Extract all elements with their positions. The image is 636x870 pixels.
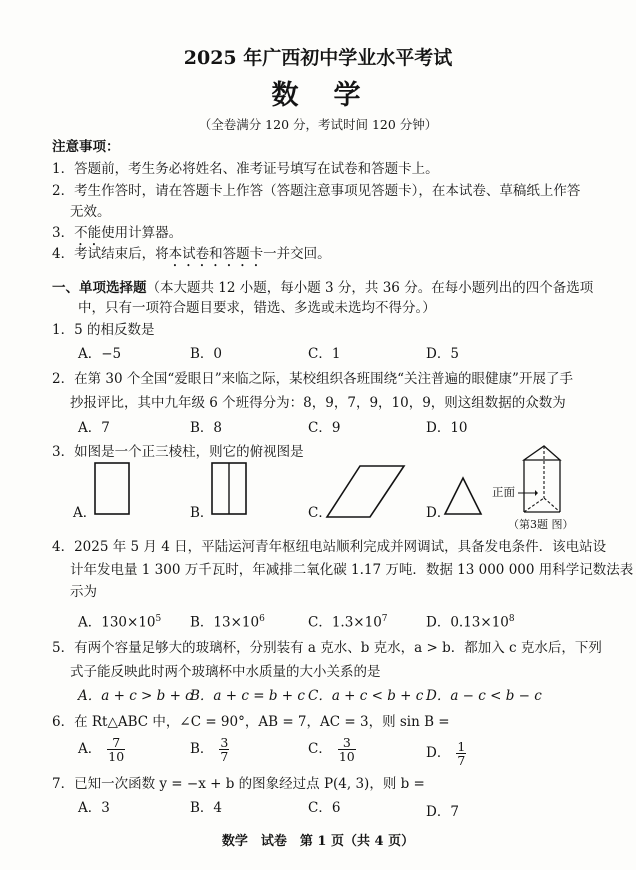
q3-option-c[interactable]: C．	[308, 505, 332, 521]
q7-option-c[interactable]: C．6	[308, 800, 341, 816]
q1-option-c[interactable]: C．1	[308, 346, 341, 362]
q6-option-c-label: C．	[308, 741, 332, 757]
q5-stem: 5．有两个容量足够大的玻璃杯，分别装有 a 克水、b 克水，a > b．都加入 c 克水后，下列	[52, 640, 602, 656]
q4-option-b-base: B．13×10	[190, 614, 260, 631]
q7-option-b[interactable]: B．4	[190, 800, 223, 816]
q5-option-b[interactable]: B．a + c = b + c	[190, 688, 305, 704]
q5-stem-cont: 式子能反映此时两个玻璃杯中水质量的大小关系的是	[70, 664, 381, 680]
q6-option-a-den: 10	[108, 749, 125, 764]
q3-option-c-figure	[326, 464, 406, 520]
exam-note: （全卷满分 120 分，考试时间 120 分钟）	[198, 117, 438, 132]
q5-option-d[interactable]: D．a − c < b − c	[426, 688, 542, 704]
notice-item-3-pre: 3．	[52, 225, 75, 241]
notice-item-4-emph: 本试卷和答题卡	[168, 246, 264, 262]
q2-option-d[interactable]: D．10	[426, 420, 468, 436]
q3-stem: 3．如图是一个正三棱柱，则它的俯视图是	[52, 444, 304, 460]
q4-option-b-exp: 6	[259, 614, 265, 624]
q7-option-a[interactable]: A．3	[78, 800, 110, 816]
q3-option-d[interactable]: D．	[426, 505, 451, 521]
notice-item-4-pre: 4．考试结束后，将	[52, 246, 169, 262]
q4-option-c[interactable]	[308, 611, 388, 631]
q6-option-d-den: 7	[457, 753, 466, 768]
q1-option-d[interactable]: D．5	[426, 346, 459, 362]
notice-item-4	[52, 246, 331, 270]
q3-front-arrow	[518, 488, 538, 498]
q6-option-d-label: D．	[426, 745, 451, 761]
q4-stem-cont-2: 示为	[70, 584, 97, 600]
q4-stem-cont-1: 计年发电量 1 300 万千瓦时，年减排二氧化碳 1.17 万吨．数据 13 000 000 用科学记数法表	[70, 562, 634, 578]
q5-option-a[interactable]: A．a + c > b + c	[78, 688, 193, 704]
notice-item-1: 1．答题前，考生务必将姓名、准考证号填写在试卷和答题卡上。	[52, 161, 439, 177]
q4-option-d-exp: 8	[508, 614, 515, 624]
q3-option-b-figure	[211, 462, 251, 516]
q2-stem-cont: 抄报评比，其中九年级 6 个班得分为：8，9，7，9，10，9，则这组数据的众数为	[70, 395, 566, 411]
q1-stem: 1．5 的相反数是	[52, 322, 155, 338]
q6-option-a[interactable]	[78, 736, 125, 763]
section1-header	[52, 280, 593, 296]
q7-stem: 7．已知一次函数 y = −x + b 的图象经过点 P(4, 3)，则 b =	[52, 776, 425, 792]
q3-option-d-figure	[443, 476, 493, 520]
notice-item-4-post: 一并交回。	[263, 246, 331, 262]
q4-option-b[interactable]	[190, 611, 265, 631]
section1-desc: （本大题共 12 小题，每小题 3 分，共 36 分。在每小题列出的四个备选项	[146, 280, 594, 296]
q3-caption: （第3题 图）	[508, 518, 574, 531]
q3-option-a[interactable]: A．	[73, 505, 97, 521]
q4-stem: 4．2025 年 5 月 4 日，平陆运河青年枢纽电站顺利完成并网调试，具备发电条件．该电站设	[52, 539, 607, 555]
q2-stem: 2．在第 30 个全国“爱眼日”来临之际，某校组织各班围绕“关注普遍的眼健康”开展了手	[52, 371, 573, 387]
q6-option-b-num: 3	[220, 735, 229, 750]
q6-option-d[interactable]	[426, 740, 466, 767]
q5-option-c[interactable]: C．a + c < b + c	[308, 688, 424, 704]
q6-option-b[interactable]	[190, 736, 229, 763]
q6-option-b-den: 7	[220, 749, 229, 764]
q4-option-d[interactable]	[426, 611, 515, 631]
q6-option-a-fraction	[107, 736, 125, 763]
exam-title: 2025 年广西初中学业水平考试	[183, 47, 453, 69]
q6-stem: 6．在 Rt△ABC 中，∠C = 90°，AB = 7，AC = 3，则 sin B =	[52, 714, 450, 730]
q2-option-b[interactable]: B．8	[190, 420, 223, 436]
q1-option-a[interactable]: A．−5	[78, 346, 122, 362]
section1-desc-cont: 中，只有一项符合题目要求，错选、多选或未选均不得分。）	[78, 300, 436, 316]
q6-option-b-label: B．	[190, 741, 214, 757]
notice-item-3-post: 使用计算器。	[101, 225, 183, 241]
section1-heading: 一、单项选择题	[52, 280, 147, 296]
q7-option-d[interactable]: D．7	[426, 804, 459, 820]
q6-option-d-num: 1	[457, 739, 466, 754]
q4-option-a[interactable]	[78, 611, 161, 631]
q4-option-a-base: A．130×10	[78, 614, 156, 631]
q6-option-c-fraction	[338, 736, 356, 763]
q2-option-a[interactable]: A．7	[78, 420, 110, 436]
q4-option-d-base: D．0.13×10	[426, 614, 509, 631]
q6-option-a-num: 7	[107, 736, 125, 750]
notice-item-3-emph: 不能	[74, 225, 102, 241]
q4-option-c-exp: 7	[381, 614, 388, 624]
q3-front-label: 正面	[492, 485, 515, 499]
q2-option-c[interactable]: C．9	[308, 420, 341, 436]
notice-item-2-cont: 无效。	[70, 204, 111, 220]
q4-option-a-exp: 5	[155, 614, 162, 624]
q3-option-b[interactable]: B．	[190, 505, 214, 521]
q6-option-a-label: A．	[78, 741, 102, 757]
q3-prism-figure	[516, 440, 596, 530]
subject-title: 数 学	[271, 80, 365, 111]
q3-option-a-figure	[94, 462, 134, 516]
notice-item-2: 2．考生作答时，请在答题卡上作答（答题注意事项见答题卡），在本试卷、草稿纸上作答	[52, 183, 581, 199]
notice-title: 注意事项：	[52, 139, 120, 155]
q6-option-d-fraction	[456, 740, 466, 767]
q4-option-c-base: C．1.3×10	[308, 614, 382, 631]
q6-option-c-num: 3	[338, 736, 356, 750]
q1-option-b[interactable]: B．0	[190, 346, 223, 362]
q6-option-c[interactable]	[308, 736, 356, 763]
q6-option-b-fraction	[219, 736, 229, 763]
page-footer: 数学 试卷 第 1 页（共 4 页）	[221, 834, 415, 849]
q6-option-c-den: 10	[338, 749, 355, 764]
